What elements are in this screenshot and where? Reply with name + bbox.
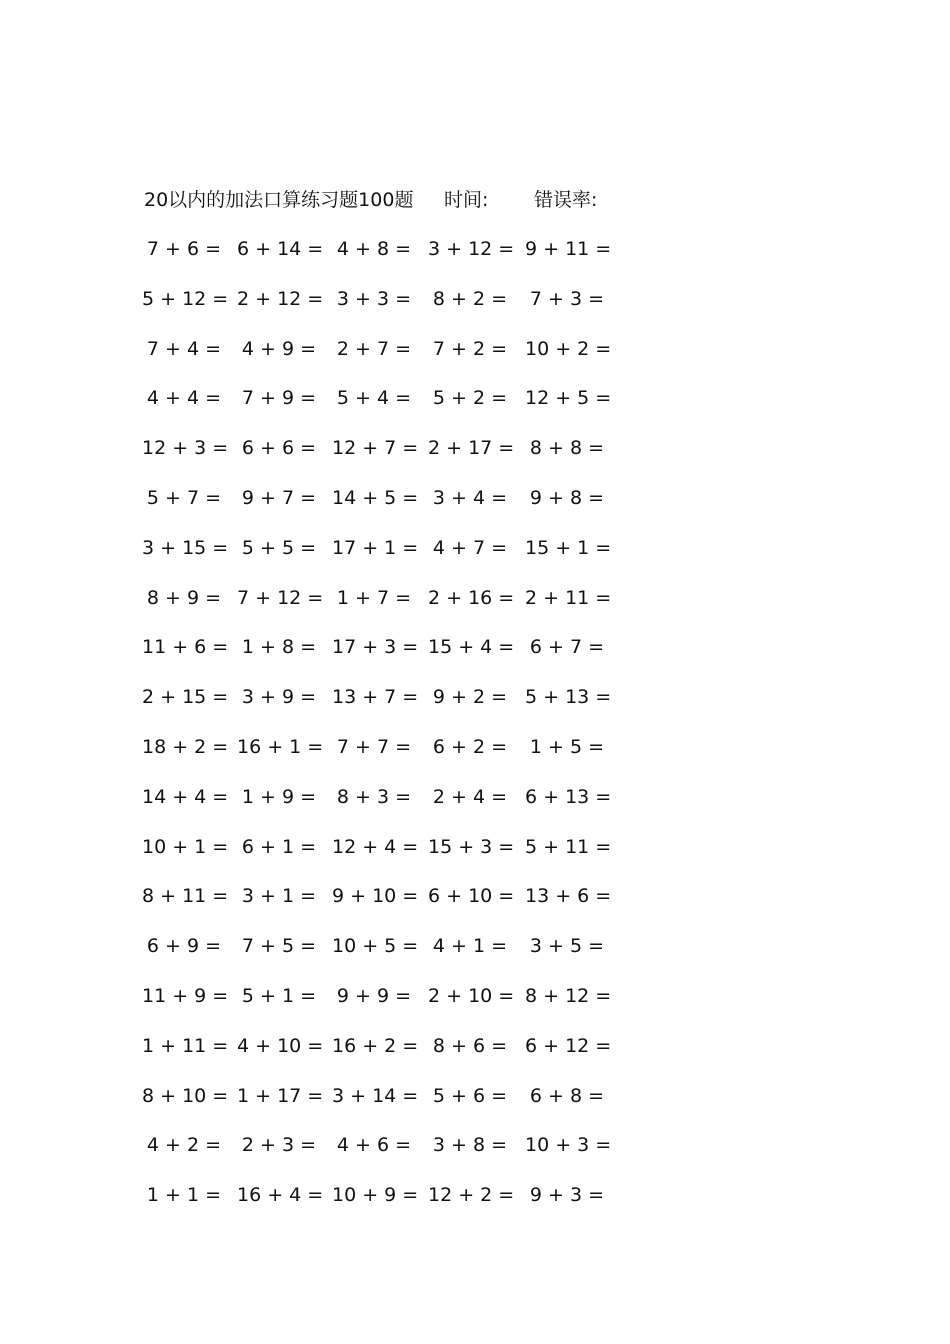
addition-problem: 6 + 14 = <box>237 238 324 260</box>
addition-problem: 4 + 8 = <box>336 238 412 260</box>
addition-problem: 4 + 9 = <box>241 337 317 360</box>
addition-problem: 17 + 3 = <box>332 636 419 659</box>
addition-problem: 1 + 5 = <box>529 735 605 758</box>
problem-row <box>140 285 640 335</box>
addition-problem: 3 + 5 = <box>529 935 605 958</box>
addition-problem: 10 + 1 = <box>142 835 229 858</box>
addition-problem: 8 + 9 = <box>146 586 222 609</box>
addition-problem: 18 + 2 = <box>142 735 229 758</box>
problem-row <box>140 384 640 434</box>
addition-problem: 11 + 6 = <box>142 636 229 659</box>
addition-problem: 1 + 1 = <box>146 1184 222 1207</box>
addition-problem: 8 + 10 = <box>142 1084 229 1107</box>
problem-row <box>140 584 640 634</box>
addition-problem: 17 + 1 = <box>332 536 419 559</box>
addition-problem: 3 + 9 = <box>241 686 317 709</box>
addition-problem: 2 + 7 = <box>336 337 412 360</box>
addition-problem: 3 + 12 = <box>428 238 515 260</box>
addition-problem: 15 + 3 = <box>428 835 515 858</box>
addition-problem: 3 + 8 = <box>432 1134 508 1157</box>
addition-problem: 5 + 11 = <box>525 835 612 858</box>
addition-problem: 3 + 1 = <box>241 885 317 908</box>
addition-problem: 12 + 2 = <box>428 1184 515 1207</box>
addition-problem: 4 + 1 = <box>432 935 508 958</box>
addition-problem: 6 + 1 = <box>241 835 317 858</box>
addition-problem: 12 + 5 = <box>525 387 612 410</box>
problem-row <box>140 534 640 584</box>
addition-problem: 9 + 8 = <box>529 486 605 509</box>
addition-problem: 4 + 4 = <box>146 387 222 410</box>
addition-problem: 11 + 9 = <box>142 984 229 1007</box>
addition-problem: 12 + 7 = <box>332 437 419 460</box>
addition-problem: 3 + 14 = <box>332 1084 419 1107</box>
addition-problem: 5 + 12 = <box>142 287 229 310</box>
problem-row <box>140 733 640 783</box>
addition-problem: 2 + 3 = <box>241 1134 317 1157</box>
addition-problem: 10 + 5 = <box>332 935 419 958</box>
addition-problem: 13 + 6 = <box>525 885 612 908</box>
addition-problem: 4 + 7 = <box>432 536 508 559</box>
addition-problem: 16 + 2 = <box>332 1034 419 1057</box>
addition-problem: 6 + 13 = <box>525 785 612 808</box>
addition-problem: 9 + 10 = <box>332 885 419 908</box>
problem-row <box>140 932 640 982</box>
problem-row <box>140 235 640 285</box>
addition-problem: 10 + 3 = <box>525 1134 612 1157</box>
problem-row <box>140 434 640 484</box>
addition-problem: 3 + 15 = <box>142 536 229 559</box>
addition-problem: 10 + 2 = <box>525 337 612 360</box>
addition-problem: 5 + 5 = <box>241 536 317 559</box>
addition-problem: 6 + 7 = <box>529 636 605 659</box>
addition-problem: 5 + 6 = <box>432 1084 508 1107</box>
addition-problem: 9 + 9 = <box>336 984 412 1007</box>
addition-problem: 1 + 11 = <box>142 1034 229 1057</box>
addition-problem: 2 + 17 = <box>428 437 515 460</box>
addition-problem: 5 + 13 = <box>525 686 612 709</box>
addition-problem: 16 + 4 = <box>237 1184 324 1207</box>
addition-problem: 16 + 1 = <box>237 735 324 758</box>
addition-problem: 1 + 7 = <box>336 586 412 609</box>
addition-problem: 12 + 4 = <box>332 835 419 858</box>
addition-problem: 9 + 11 = <box>525 238 612 260</box>
addition-problem: 7 + 2 = <box>432 337 508 360</box>
addition-problem: 5 + 4 = <box>336 387 412 410</box>
addition-problem: 15 + 4 = <box>428 636 515 659</box>
addition-problem: 3 + 4 = <box>432 486 508 509</box>
addition-problem: 8 + 3 = <box>336 785 412 808</box>
problem-row <box>140 833 640 883</box>
addition-problem: 14 + 4 = <box>142 785 229 808</box>
addition-problem: 5 + 1 = <box>241 984 317 1007</box>
addition-problem: 2 + 15 = <box>142 686 229 709</box>
addition-problem: 7 + 3 = <box>529 287 605 310</box>
addition-problem: 5 + 7 = <box>146 486 222 509</box>
addition-problem: 9 + 2 = <box>432 686 508 709</box>
error-rate-label: 错误率: <box>534 189 598 211</box>
addition-problem: 5 + 2 = <box>432 387 508 410</box>
time-label: 时间: <box>444 189 489 211</box>
problem-row <box>140 1032 640 1082</box>
addition-problem: 6 + 6 = <box>241 437 317 460</box>
addition-problem: 1 + 9 = <box>241 785 317 808</box>
addition-problem: 8 + 12 = <box>525 984 612 1007</box>
addition-problem: 7 + 7 = <box>336 735 412 758</box>
problem-row <box>140 1181 640 1231</box>
worksheet-title: 20以内的加法口算练习题100题 <box>144 189 414 211</box>
addition-problem: 6 + 12 = <box>525 1034 612 1057</box>
addition-problem: 4 + 10 = <box>237 1034 324 1057</box>
problem-row <box>140 1131 640 1181</box>
addition-problem: 7 + 5 = <box>241 935 317 958</box>
addition-problem: 4 + 6 = <box>336 1134 412 1157</box>
addition-problem: 10 + 9 = <box>332 1184 419 1207</box>
addition-problem: 7 + 12 = <box>237 586 324 609</box>
addition-problem: 8 + 2 = <box>432 287 508 310</box>
addition-problem: 7 + 6 = <box>146 238 222 260</box>
addition-problem: 8 + 8 = <box>529 437 605 460</box>
addition-problem: 2 + 11 = <box>525 586 612 609</box>
addition-problem: 2 + 16 = <box>428 586 515 609</box>
problem-row <box>140 633 640 683</box>
addition-problem: 7 + 9 = <box>241 387 317 410</box>
addition-problem: 9 + 3 = <box>529 1184 605 1207</box>
addition-problem: 9 + 7 = <box>241 486 317 509</box>
addition-problem: 6 + 8 = <box>529 1084 605 1107</box>
problem-row <box>140 982 640 1032</box>
problem-row <box>140 683 640 733</box>
addition-problem: 2 + 10 = <box>428 984 515 1007</box>
problem-row <box>140 882 640 932</box>
problem-row <box>140 484 640 534</box>
addition-problem: 12 + 3 = <box>142 437 229 460</box>
addition-problem: 4 + 2 = <box>146 1134 222 1157</box>
addition-problem: 1 + 8 = <box>241 636 317 659</box>
addition-problem: 15 + 1 = <box>525 536 612 559</box>
problem-row <box>140 783 640 833</box>
addition-problem: 3 + 3 = <box>336 287 412 310</box>
problem-row <box>140 1082 640 1132</box>
addition-problem: 8 + 6 = <box>432 1034 508 1057</box>
addition-problem: 6 + 2 = <box>432 735 508 758</box>
problem-row <box>140 335 640 385</box>
addition-problem: 7 + 4 = <box>146 337 222 360</box>
addition-problem: 6 + 9 = <box>146 935 222 958</box>
addition-problem: 1 + 17 = <box>237 1084 324 1107</box>
addition-problem: 6 + 10 = <box>428 885 515 908</box>
addition-problem: 2 + 12 = <box>237 287 324 310</box>
addition-problem: 8 + 11 = <box>142 885 229 908</box>
worksheet-header <box>144 186 664 214</box>
addition-problem: 13 + 7 = <box>332 686 419 709</box>
problem-grid <box>140 235 640 1231</box>
addition-problem: 14 + 5 = <box>332 486 419 509</box>
addition-problem: 2 + 4 = <box>432 785 508 808</box>
